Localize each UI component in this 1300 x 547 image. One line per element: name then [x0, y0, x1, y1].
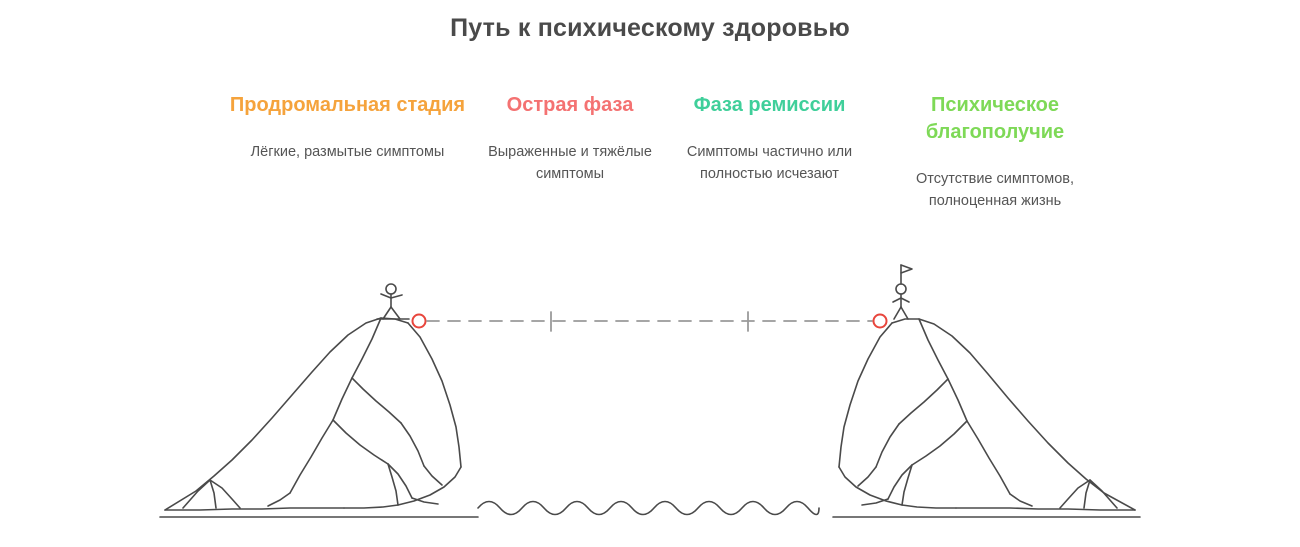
stage-description: Выраженные и тяжёлые симптомы: [488, 144, 652, 183]
water-waves-icon: [478, 502, 819, 515]
stage-description: Симптомы частично или полностью исчезают: [686, 144, 853, 183]
page-title: Путь к психическому здоровью: [450, 14, 850, 42]
stage-column-acute: [470, 92, 670, 186]
stage-column-remission: [662, 92, 877, 186]
left-mountain-icon: [165, 318, 461, 510]
stage-title: Фаза ремиссии: [693, 94, 846, 116]
stage-description: Отсутствие симптомов, полноценная жизнь: [916, 171, 1074, 210]
stage-description: Лёгкие, размытые симптомы: [250, 144, 445, 160]
stage-title: Психическое благополучие: [925, 94, 1065, 143]
mountain-scene: [0, 255, 1300, 547]
climber-standing-icon: [377, 284, 409, 319]
climber-flag-icon: [893, 265, 912, 319]
stage-title: Продромальная стадия: [229, 94, 466, 116]
right-mountain-icon: [839, 319, 1135, 510]
stage-column-wellbeing: [880, 92, 1110, 213]
anchor-point-icon: [874, 315, 887, 328]
anchor-point-icon: [413, 315, 426, 328]
stage-title: Острая фаза: [506, 94, 634, 116]
stage-column-prodromal: [225, 92, 470, 163]
